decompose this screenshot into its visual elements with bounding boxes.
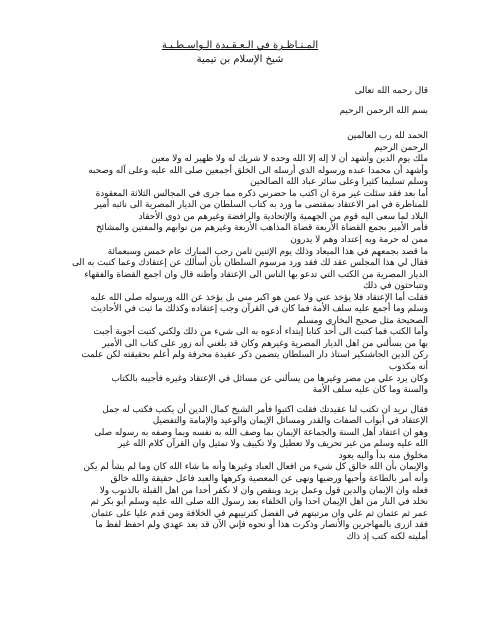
spacer	[30, 117, 428, 131]
document-author: شيخ الإسلام بن تيمية	[196, 54, 284, 65]
paragraph-2: فقال نريد ان تكتب لنا عقيدتك فقلت اكتبوا فأمر الشيخ كمال الدين أن يكتب فكتب له جمل الإعتقاد في أبواب الصفات والقدر ومسائل الإيمان والوعيد والإمامة والتفضيل وهو ان اعتقاد أهل السنة والجماعة الإيمان بما وصف الله به نفسه وبما وصفه به رسوله صلى الله عليه وسلم من غير تحريف ولا تعطيل ولا تكييف ولا تمثيل وان القرآن كلام الله غير مخلوق منه بدأ واليه يعود والإيمان بأن الله خالق كل شيء من افعال العباد وغيرها وأنه ما شاء الله كان وما لم يشأ لم يكن وأنه أمر بالطاعة وأحبها ورضيها ونهى عن المعصية وكرهها والعبد فاعل حقيقة والله خالق فعله وان الإيمان والدين قول وعمل يزيد وينقص وان لا نكفر أحدا من اهل القبلة بالذنوب ولا نخلد في النار من اهل الإيمان احدا وان الخلفاء بعد رسول الله صلى الله عليه وسلم أبو بكر ثم عمر ثم عثمان ثم علي وان مرتبتهم في الفضل كترتيبهم في الخلافة ومن قدم عليا على عثمان فقد ازرى بالمهاجرين والأنصار وذكرت هذا أو نحوه فإني الآن قد بعد عهدي ولم احفظ لفظ ما أمليته لكنه كتب إذ ذاك	[83, 404, 428, 542]
spacer	[30, 397, 428, 405]
document-body	[30, 86, 428, 543]
document-title: المـنـاظـرة في الـعـقـيدة الـواسـطـيـة	[161, 40, 319, 51]
basmala-line: بسم الله الرحمن الرحيم	[339, 105, 428, 116]
paragraph-1: الحمد لله رب العالمين الرحمن الرحيم ملك يوم الدين وأشهد أن لا إله إلا الله وحده لا شريك له ولا ظهير له ولا معين وأشهد أن محمدا عبده ورسوله الذي أرسله الى الخلق أجمعين صلى الله عليه وعلى آله وصحبه وسلم تسليما كثيرا وعلى سائر عباد الله الصالحين أما بعد فقد سئلت غير مرة ان اكتب ما حضرني ذكره مما جرى في المجالس الثلاثة المعقودة للمناظرة في امر الاعتقاد بمقتضى ما ورد به كتاب السلطان من الديار المصرية الى نائبه أمير البلاد لما سعى اليه قوم من الجهمية والإتحادية والرافضة وغيرهم من ذوي الأحقاد فأمر الأمير بجمع القضاة الأربعة قضاة المذاهب الأربعة وغيرهم من نوابهم والمفتين والمشائخ ممن له حرمة وبه إعتداد وهم لا يدرون ما قصد بجمعهم في هذا الميعاد وذلك يوم الإثنين ثامن رجب المبارك عام خمس وسبعمائة فقال لي هذا المجلس عقد لك فقد ورد مرسوم السلطان بأن أسألك عن إعتقادك وعما كتبت به الى الديار المصرية من الكتب التي تدعو بها الناس الى الإعتقاد وأظنه قال وان اجمع القضاة والفقهاء وتتباحثون في ذلك فقلت أما الإعتقاد فلا يؤخذ عني ولا عمن هو اكبر مني بل يؤخذ عن الله ورسوله صلى الله عليه وسلم وما أجمع عليه سلف الأمة فما كان في القرآن وجب إعتقاده وكذلك ما ثبت في الأحاديث الصحيحة مثل صحيح البخاري ومسلم وأما الكتب فما كتبت الى أحد كتابا إبتداء أدعوه به الى شيء من ذلك ولكني كتبت أجوبة أجبت بها من يسألني من اهل الديار المصرية وغيرهم وكان قد بلغني أنه زور على كتاب الى الأمير ركن الدين الجاشنكير استاذ دار السلطان يتضمن ذكر عقيدة محرفة ولم أعلم بحقيقته لكن علمت أنه مكذوب وكان يرد علي من مصر وغيرها من يسألني عن مسائل في الإعتقاد وغيره فأجيبه بالكتاب والسنة وما كان عليه سلف الأمة	[71, 131, 428, 396]
spacer	[30, 98, 428, 106]
intro-line: قال رحمه الله تعالى	[354, 86, 428, 96]
